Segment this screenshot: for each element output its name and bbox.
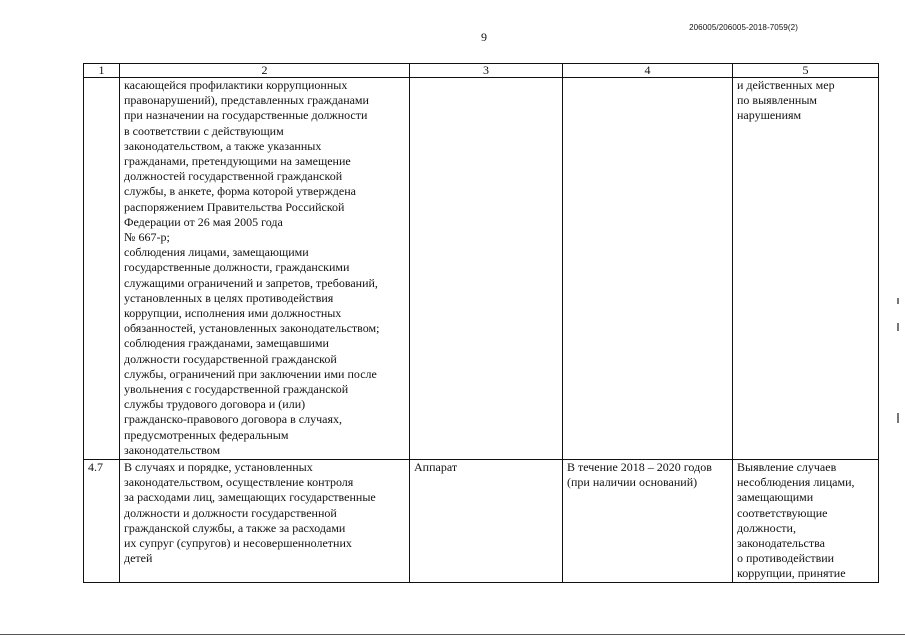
text-line: установленных в целях противодействия — [124, 290, 334, 305]
document-id: 206005/206005-2018-7059(2) — [689, 23, 798, 32]
text-line: службы, в анкете, форма которой утверждена — [124, 184, 356, 199]
text-line: должности государственной гражданской — [124, 351, 337, 366]
text-line: детей — [124, 551, 153, 566]
text-line: распоряжением Правительства Российской — [124, 199, 345, 214]
row-number: 4.7 — [84, 460, 120, 583]
column-header-1: 1 — [84, 64, 120, 78]
text-line: законодательством — [124, 442, 221, 457]
text-line: Федерации от 26 мая 2005 года — [124, 214, 283, 229]
table-row — [84, 78, 879, 460]
result-cell — [733, 78, 879, 460]
executor-cell: Аппарат — [410, 460, 563, 583]
text-line: должности и должности государственной — [124, 505, 337, 520]
text-line: № 667-р; — [124, 230, 170, 245]
measure-description — [120, 460, 410, 583]
executor-cell — [410, 78, 563, 460]
text-line: и действенных мер — [737, 78, 835, 92]
text-line: увольнения с государственной гражданской — [124, 382, 349, 397]
text-line: о противодействии — [737, 551, 835, 566]
scan-artifact — [897, 298, 899, 304]
text-line: обязанностей, установленных законодательством; — [124, 321, 380, 336]
deadline-cell — [563, 78, 733, 460]
text-line: при назначении на государственные должности — [124, 108, 368, 123]
text-line: гражданско-правового договора в случаях, — [124, 412, 342, 427]
text-line: за расходами лиц, замещающих государственные — [124, 490, 376, 505]
deadline-cell — [563, 460, 733, 583]
text-line: по выявленным — [737, 93, 817, 108]
text-line: нарушениям — [737, 108, 802, 123]
row-number — [84, 78, 120, 460]
scan-artifact — [897, 413, 899, 423]
text-line: законодательством, а также указанных — [124, 138, 322, 153]
text-line: коррупции, исполнения ими должностных — [124, 306, 342, 321]
text-line: замещающими — [737, 490, 814, 505]
text-line: (при наличии оснований) — [567, 475, 698, 490]
text-line: гражданской службы, а также за расходами — [124, 520, 346, 535]
column-header-4: 4 — [563, 64, 733, 78]
text-line: законодательством, осуществление контроля — [124, 475, 354, 490]
text-line: соблюдения лицами, замещающими — [124, 245, 309, 260]
text-line: государственные должности, гражданскими — [124, 260, 350, 275]
text-line: служащими ограничений и запретов, требований, — [124, 275, 378, 290]
text-line: в соответствии с действующим — [124, 123, 284, 138]
measure-description — [120, 78, 410, 460]
page-number: 9 — [481, 30, 487, 44]
page-bottom-edge — [0, 634, 905, 635]
table-header-row — [84, 64, 879, 78]
text-line: несоблюдения лицами, — [737, 475, 855, 490]
table-row — [84, 460, 879, 583]
text-line: Выявление случаев — [737, 460, 837, 474]
scan-artifact — [897, 323, 899, 331]
column-header-3: 3 — [410, 64, 563, 78]
text-line: законодательства — [737, 536, 825, 551]
text-line: коррупции, принятие — [737, 566, 846, 581]
text-line: должности, — [737, 520, 796, 535]
measures-table — [83, 63, 879, 583]
text-line: должностей государственной гражданской — [124, 169, 343, 184]
text-line: правонарушений), представленных гражданами — [124, 93, 369, 108]
text-line: соблюдения гражданами, замещавшими — [124, 336, 329, 351]
column-header-2: 2 — [120, 64, 410, 78]
text-line: касающейся профилактики коррупционных — [124, 78, 348, 92]
text-line: В случаях и порядке, установленных — [124, 460, 313, 474]
text-line: службы трудового договора и (или) — [124, 397, 306, 412]
text-line: гражданами, претендующими на замещение — [124, 154, 351, 169]
text-line: их супруг (супругов) и несовершеннолетних — [124, 536, 352, 551]
text-line: предусмотренных федеральным — [124, 427, 289, 442]
text-line: службы, ограничений при заключении ими после — [124, 366, 377, 381]
text-line: В течение 2018 – 2020 годов — [567, 460, 712, 474]
result-cell — [733, 460, 879, 583]
text-line: соответствующие — [737, 505, 828, 520]
column-header-5: 5 — [733, 64, 879, 78]
